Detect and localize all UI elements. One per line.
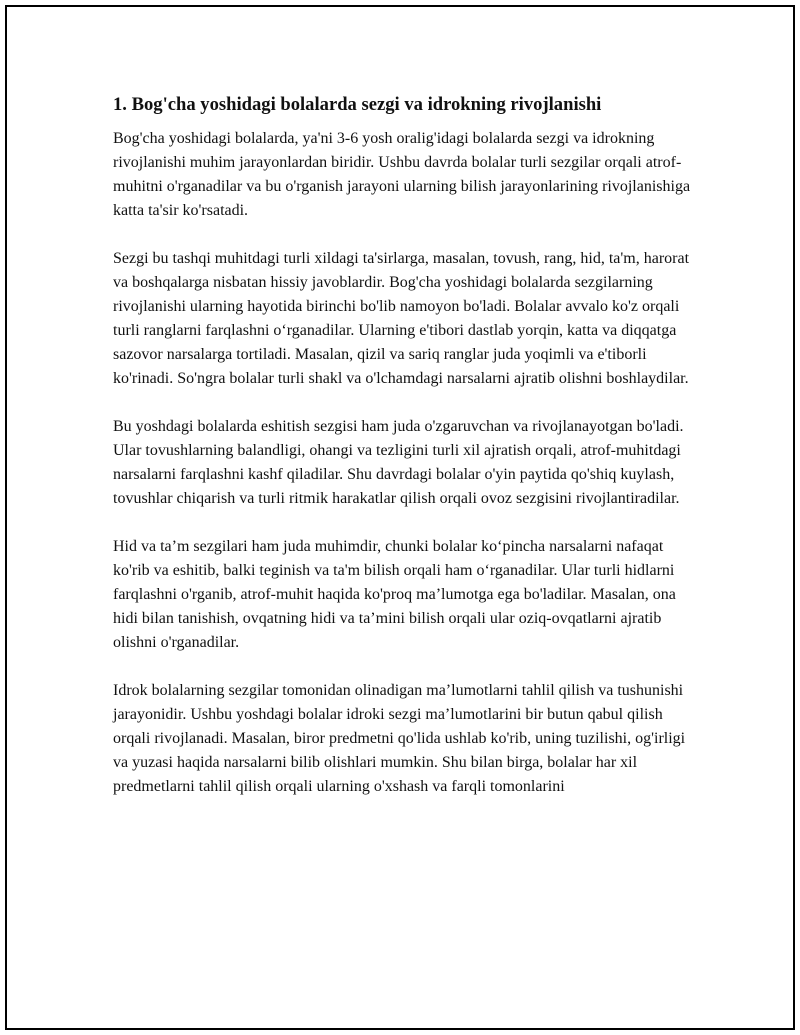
document-title: 1. Bog'cha yoshidagi bolalarda sezgi va idrokning rivojlanishi [113, 94, 602, 115]
paragraph-1: Bog'cha yoshidagi bolalarda, ya'ni 3-6 yosh oralig'idagi bolalarda sezgi va idrokning rivojlanishi muhim jarayonlardan biridir. Ushbu davrda bolalar turli sezgilar orqali atrof-muhitni o'rganadilar va bu o'rganish jarayoni ularning bilish jarayonlarining rivojlanishiga katta ta'sir ko'rsatadi. [113, 130, 691, 220]
document-body [113, 92, 693, 799]
paragraph-5: Idrok bolalarning sezgilar tomonidan olinadigan ma’lumotlarni tahlil qilish va tushunishi jarayonidir. Ushbu yoshdagi bolalar idroki sezgi ma’lumotlarini bir butun qabul qilish orqali rivojlanadi. Masalan, biror predmetni qo'lida ushlab ko'rib, uning tuzilishi, og'irligi va yuzasi haqida narsalarni bilib olishlari mumkin. Shu bilan birga, bolalar har xil predmetlarni tahlil qilish orqali ularning o'xshash va farqli tomonlarini [113, 681, 686, 796]
paragraph-2: Sezgi bu tashqi muhitdagi turli xildagi ta'sirlarga, masalan, tovush, rang, hid, ta'm, harorat va boshqalarga nisbatan hissiy javoblardir. Bog'cha yoshidagi bolalarda sezgilarning rivojlanishi ularning hayotida birinchi bo'lib namoyon bo'ladi. Bolalar avvalo ko'z orqali turli ranglarni farqlashni o‘rganadilar. Ularning e'tibori dastlab yorqin, katta va diqqatga sazovor narsalarga tortiladi. Masalan, qizil va sariq ranglar juda yoqimli va e'tiborli ko'rinadi. So'ngra bolalar turli shakl va o'lchamdagi narsalarni ajratib olishni boshlaydilar. [113, 249, 690, 388]
paragraph-4: Hid va ta’m sezgilari ham juda muhimdir, chunki bolalar ko‘pincha narsalarni nafaqat ko'rib va eshitib, balki teginish va ta'm bilish orqali ham o‘rganadilar. Ular turli hidlarni farqlashni o'rganib, atrof-muhit haqida ko'proq ma’lumotga ega bo'ladilar. Masalan, ona hidi bilan tanishish, ovqatning hidi va ta’mini bilish orqali ular oziq-ovqatlarni ajratib olishni o'rganadilar. [113, 537, 676, 652]
paragraph-3: Bu yoshdagi bolalarda eshitish sezgisi ham juda o'zgaruvchan va rivojlanayotgan bo'ladi. Ular tovushlarning balandligi, ohangi va tezligini turli xil ajratish orqali, atrof-muhitdagi narsalarni farqlashni kashf qiladilar. Shu davrdagi bolalar o'yin paytida qo'shiq kuylash, tovushlar chiqarish va turli ritmik harakatlar qilish orqali ovoz sezgisini rivojlantiradilar. [113, 417, 684, 508]
